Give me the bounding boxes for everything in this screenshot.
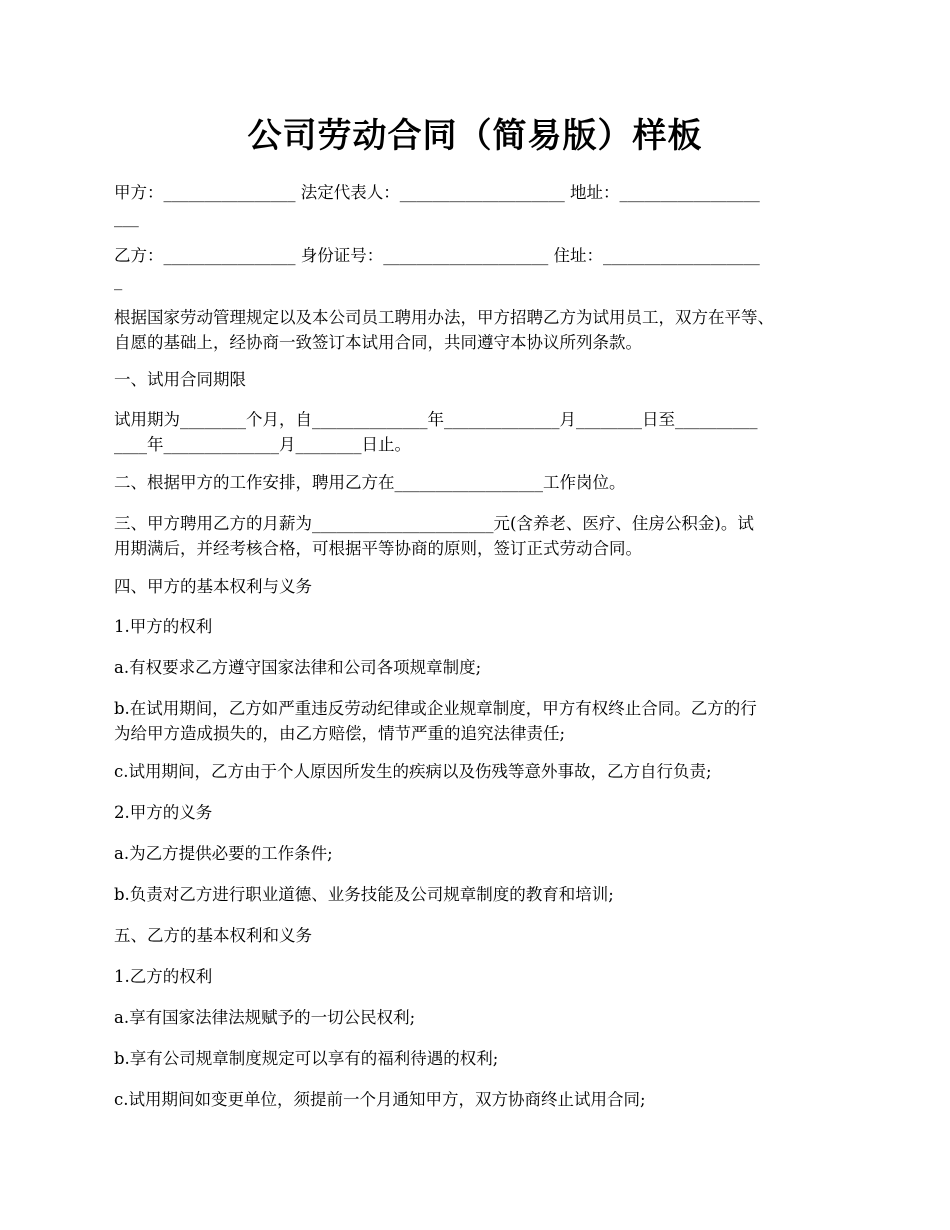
intro-line-2: 自愿的基础上，经协商一致签订本试用合同，共同遵守本协议所列条款。	[114, 333, 642, 352]
party-a-rights-b-line-1: b.在试用期间，乙方如严重违反劳动纪律或企业规章制度，甲方有权终止合同。乙方的行	[114, 699, 757, 718]
party-a-line-2: ___	[114, 208, 139, 227]
party-a-rights-c: c.试用期间，乙方由于个人原因所发生的疾病以及伤残等意外事故，乙方自行负责;	[114, 762, 712, 781]
party-b-rights-c: c.试用期间如变更单位，须提前一个月通知甲方，双方协商终止试用合同;	[114, 1090, 646, 1109]
section-2-paragraph: 二、根据甲方的工作安排，聘用乙方在__________________工作岗位。	[114, 473, 626, 492]
term-line-1: 试用期为________个月，自______________年______________月________日至__________	[114, 410, 758, 429]
section-5-heading: 五、乙方的基本权利和义务	[114, 926, 312, 945]
party-a-duties-a: a.为乙方提供必要的工作条件;	[114, 844, 333, 863]
party-a-rights-heading: 1.甲方的权利	[114, 617, 213, 636]
section-3-line-2: 用期满后，并经考核合格，可根据平等协商的原则，签订正式劳动合同。	[114, 539, 642, 558]
party-b-info	[114, 243, 854, 293]
party-b-rights-a: a.享有国家法律法规赋予的一切公民权利;	[114, 1008, 416, 1027]
section-3-paragraph	[114, 511, 854, 561]
party-a-rights-b-line-2: 为给甲方造成损失的，由乙方赔偿，情节严重的追究法律责任;	[114, 724, 566, 743]
section-4-heading: 四、甲方的基本权利与义务	[114, 577, 312, 596]
party-a-duties-b: b.负责对乙方进行职业道德、业务技能及公司规章制度的教育和培训;	[114, 885, 614, 904]
party-b-line-2: _	[114, 271, 123, 290]
section-1-heading: 一、试用合同期限	[114, 370, 246, 389]
party-b-rights-heading: 1.乙方的权利	[114, 967, 213, 986]
intro-line-1: 根据国家劳动管理规定以及本公司员工聘用办法，甲方招聘乙方为试用员工，双方在平等、	[114, 308, 774, 327]
party-a-rights-a: a.有权要求乙方遵守国家法律和公司各项规章制度;	[114, 658, 482, 677]
party-a-duties-heading: 2.甲方的义务	[114, 803, 213, 822]
page-title: 公司劳动合同（简易版）样板	[247, 116, 703, 156]
party-a-line-1: 甲方：________________ 法定代表人：____________________ 地址：_________________	[114, 183, 760, 202]
term-line-2: ____年______________月________日止。	[114, 435, 411, 454]
section-3-line-1: 三、甲方聘用乙方的月薪为______________________元(含养老、医疗、住房公积金)。试	[114, 514, 754, 533]
party-b-rights-b: b.享有公司规章制度规定可以享有的福利待遇的权利;	[114, 1049, 499, 1068]
party-a-info	[114, 180, 854, 230]
intro-paragraph	[114, 305, 854, 355]
party-b-line-1: 乙方：________________ 身份证号：____________________ 住址：___________________	[114, 246, 760, 265]
party-a-rights-b	[114, 696, 854, 746]
trial-term-paragraph	[114, 407, 854, 457]
